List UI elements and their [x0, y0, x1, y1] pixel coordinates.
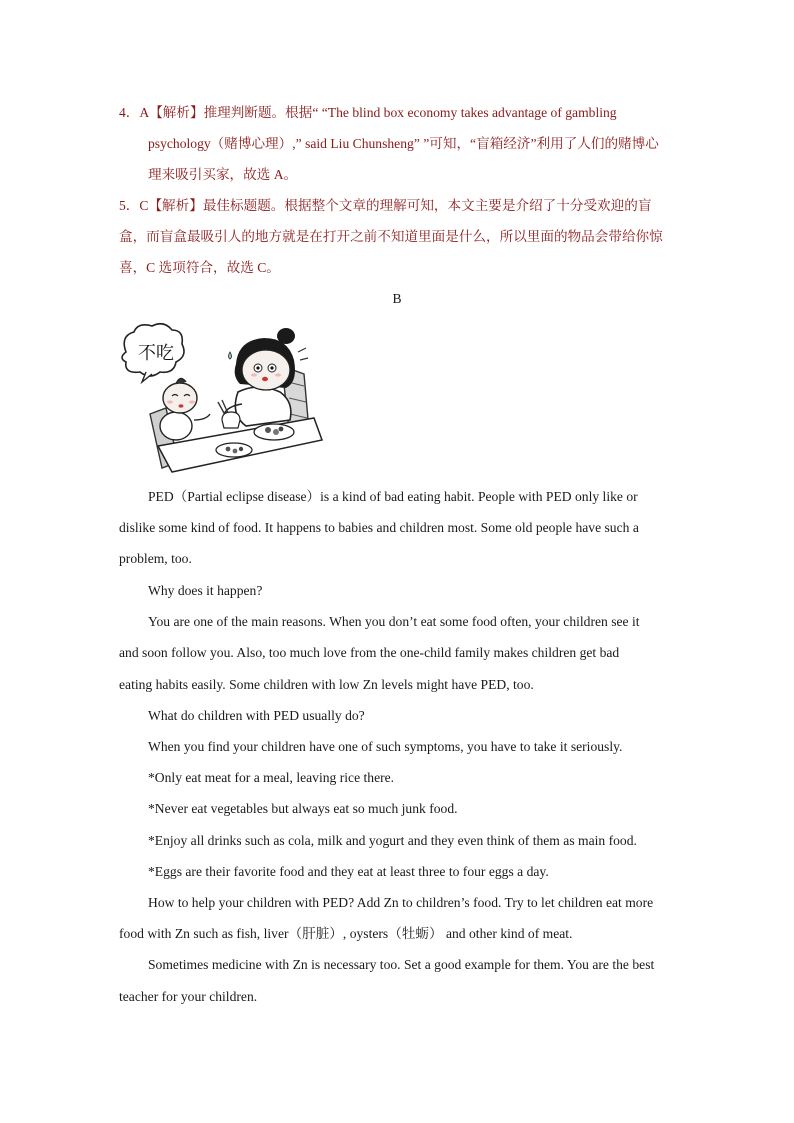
passage-line-4: Why does it happen?: [148, 583, 263, 598]
passage-line-13: *Eggs are their favorite food and they eat at least three to four eggs a day.: [148, 864, 549, 879]
answer-5-number: 5．: [119, 198, 140, 213]
answer-4-tag: 【解析】: [149, 105, 204, 120]
answer-4-letter: A: [139, 105, 150, 120]
passage-line-16: Sometimes medicine with Zn is necessary too. Set a good example for them. You are the best: [148, 957, 655, 972]
answer-5-letter: C: [139, 198, 149, 213]
answer-4-line-3: 理来吸引买家，故选 A。: [148, 167, 298, 182]
passage-line-10: *Only eat meat for a meal, leaving rice there.: [148, 770, 395, 785]
speech-bubble-text: 不吃: [138, 343, 174, 364]
answer-5-text-1: 最佳标题题。根据整个文章的理解可知，本文主要是介绍了十分受欢迎的盲: [202, 198, 652, 213]
passage-line-8: What do children with PED usually do?: [148, 708, 365, 723]
passage-line-1: PED（Partial eclipse disease）is a kind of bad eating habit. People with PED only like or: [148, 489, 638, 504]
answer-4-text-1: 推理判断题。根据“ “The blind box economy takes advantage of gambling: [203, 105, 617, 120]
answer-5-tag: 【解析】: [148, 198, 203, 213]
passage-line-12: *Enjoy all drinks such as cola, milk and yogurt and they even think of them as main food.: [148, 833, 637, 848]
passage-line-9: When you find your children have one of such symptoms, you have to take it seriously.: [148, 739, 623, 754]
passage-line-14: How to help your children with PED? Add Zn to children’s food. Try to let children eat more: [148, 895, 654, 910]
passage-line-7: eating habits easily. Some children with low Zn levels might have PED, too.: [119, 677, 534, 692]
passage-line-2: dislike some kind of food. It happens to babies and children most. Some old people have such a: [119, 520, 639, 535]
section-label: B: [392, 291, 402, 306]
answer-4-line-2: psychology（赌博心理）,” said Liu Chunsheng” ”可知，“盲箱经济”利用了人们的赌博心: [148, 136, 659, 151]
passage-line-5: You are one of the main reasons. When you don’t eat some food often, your children see it: [148, 614, 640, 629]
answer-4-line-1: [119, 104, 617, 122]
passage-line-15: food with Zn such as fish, liver（肝脏）, oysters（牡蛎） and other kind of meat.: [119, 926, 573, 941]
passage-line-11: *Never eat vegetables but always eat so much junk food.: [148, 801, 458, 816]
passage-line-3: problem, too.: [119, 551, 192, 566]
answer-4-number: 4．: [119, 105, 140, 120]
answer-5-line-1: [119, 197, 651, 215]
answer-5-line-3: 喜，C 选项符合，故选 C。: [119, 260, 280, 275]
passage-line-17: teacher for your children.: [119, 989, 258, 1004]
answer-5-line-2: 盒，而盲盒最吸引人的地方就是在打开之前不知道里面是什么，所以里面的物品会带给你惊: [119, 229, 663, 244]
passage-line-6: and soon follow you. Also, too much love from the one-child family makes children get bad: [119, 645, 620, 660]
illustration-mother-child-eating: [118, 322, 323, 474]
